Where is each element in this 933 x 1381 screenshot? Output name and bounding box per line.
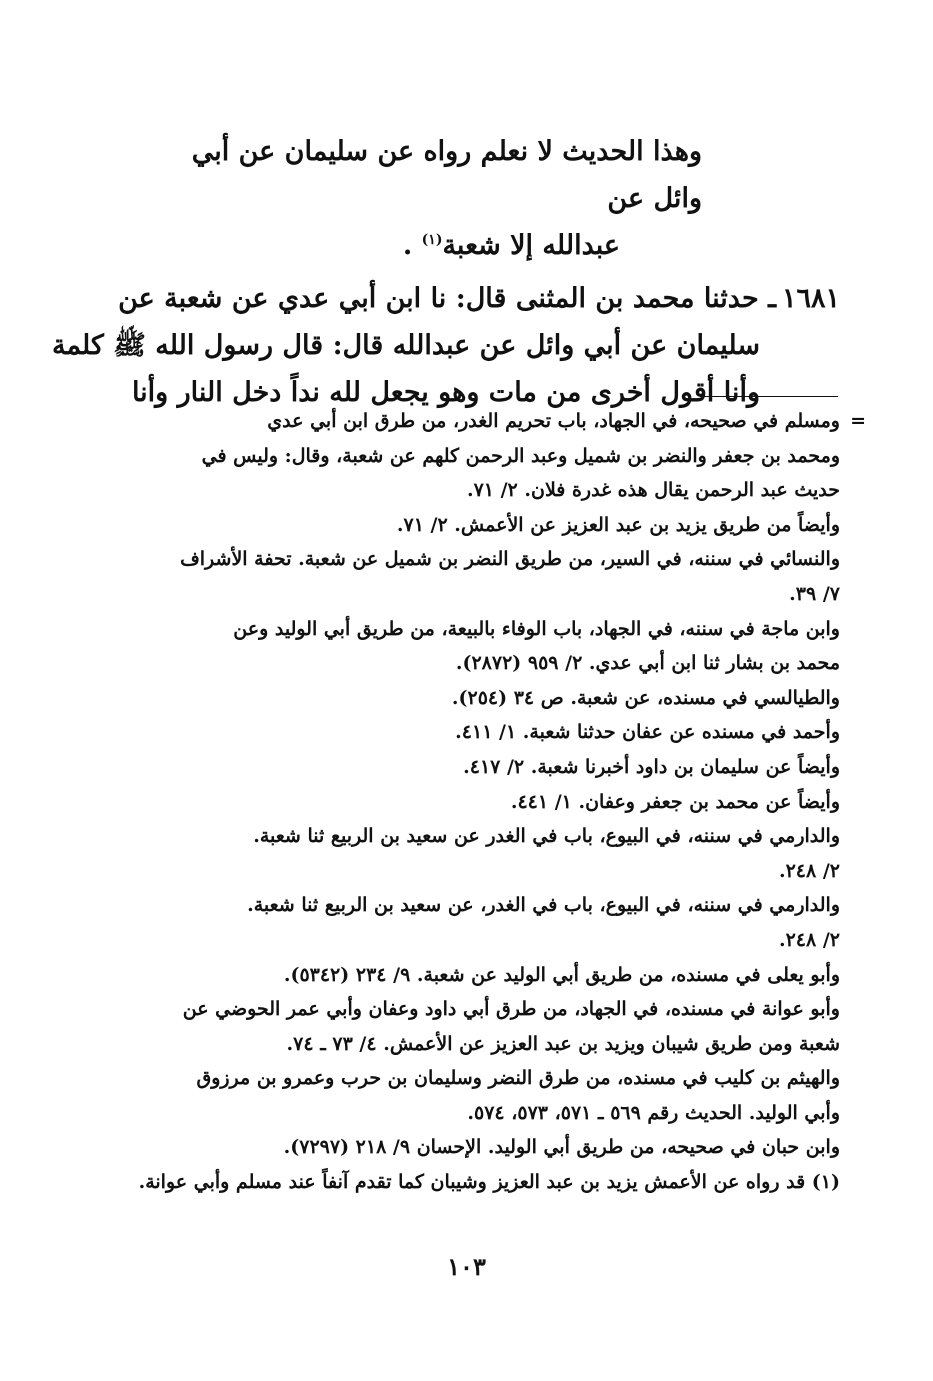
note-line: والهيثم بن كليب في مسنده، من طرق النضر وسليمان بن حرب وعمرو بن مرزوق [196,1067,840,1090]
main-text [51,128,840,416]
note-line [140,404,866,439]
footnote-1: (١) قد رواه عن الأعمش يزيد بن عبد العزيز وشيبان كما تقدم آنفاً عند مسلم وأبي عوانة. [138,1171,840,1194]
hadith-line-1 [118,275,840,322]
footnote-reference: (١) [421,232,443,248]
hadith-line-1-text: ـ حدثنا محمد بن المثنى قال: نا ابن أبي عدي عن شعبة عن [118,283,776,314]
note-line: حديث عبد الرحمن يقال هذه غدرة فلان. ٢/ ٧١. [466,479,840,502]
hadith-line-3: وأنا أقول أخرى من مات وهو يجعل لله نداً دخل النار وأنا [131,377,760,408]
note-line-text: ومسلم في صحيحه، في الجهاد، باب تحريم الغدر، من طرق ابن أبي عدي [267,410,840,432]
note-line: وأحمد في مسنده عن عفان حدثنا شعبة. ١/ ٤١١. [455,721,840,744]
note-line: وأبو يعلى في مسنده، من طريق أبي الوليد عن شعبة. ٩/ ٢٣٤ (٥٣٤٢). [283,963,840,986]
paragraph-1-line-1: وهذا الحديث لا نعلم رواه عن سليمان عن أبي وائل عن [191,136,702,214]
note-line: وابن ماجة في سننه، في الجهاد، باب الوفاء بالبيعة، من طريق أبي الوليد وعن [233,617,840,640]
note-line: ومحمد بن جعفر والنضر بن شميل وعبد الرحمن كلهم عن شعبة، وقال: وليس في [201,444,840,467]
note-line: ٧/ ٣٩. [789,582,840,605]
paragraph-1-line-2 [140,222,620,269]
note-line: والطيالسي في مسنده، عن شعبة. ص ٣٤ (٢٥٤). [451,686,840,709]
note-line: والنسائي في سننه، في السير، من طريق النضر بن شميل عن شعبة. تحفة الأشراف [180,548,840,571]
note-line: وأيضاً من طريق يزيد بن عبد العزيز عن الأعمش. ٢/ ٧١. [396,513,840,536]
hadith-line-2: سليمان عن أبي وائل عن عبدالله قال: قال رسول الله ﷺ كلمة [51,330,760,361]
note-line: والدارمي في سننه، في البيوع، باب في الغدر عن سعيد بن الربيع ثنا شعبة. [253,825,840,848]
paragraph-1 [140,128,840,269]
note-line: وأيضاً عن محمد بن جعفر وعفان. ١/ ٤٤١. [510,790,840,813]
note-line: وأيضاً عن سليمان بن داود أخبرنا شعبة. ٢/ ٤١٧. [463,755,840,778]
note-line: ٢/ ٢٤٨. [778,859,840,882]
hadith-entry [51,275,840,416]
footnotes [138,404,866,1200]
note-line: وأبو عوانة في مسنده، في الجهاد، من طرق أبي داود وعفان وأبي عمر الحوضي عن [182,998,840,1021]
note-line: والدارمي في سننه، في البيوع، باب في الغدر، عن سعيد بن الربيع ثنا شعبة. [247,894,840,917]
hadith-number: ١٦٨١ [781,283,840,314]
note-line: محمد بن بشار ثنا ابن أبي عدي. ٢/ ٩٥٩ (٢٨٧٢). [455,652,840,675]
note-line: وأبي الوليد. الحديث رقم ٥٦٩ ـ ٥٧١، ٥٧٣، ٥٧٤. [467,1101,840,1124]
footnote-divider [700,396,838,397]
note-line: شعبة ومن طريق شيبان ويزيد بن عبد العزيز عن الأعمش. ٤/ ٧٣ ـ ٧٤. [286,1032,840,1055]
continuation-mark: = [850,410,866,432]
paragraph-1-line-2-text: عبدالله إلا شعبة [442,230,620,261]
note-line: وابن حبان في صحيحه، من طريق أبي الوليد. الإحسان ٩/ ٢١٨ (٧٢٩٧). [283,1136,840,1159]
page-number: ١٠٣ [447,1252,486,1281]
note-line: ٢/ ٢٤٨. [778,928,840,951]
paragraph-1-line-2-end: . [402,230,422,261]
